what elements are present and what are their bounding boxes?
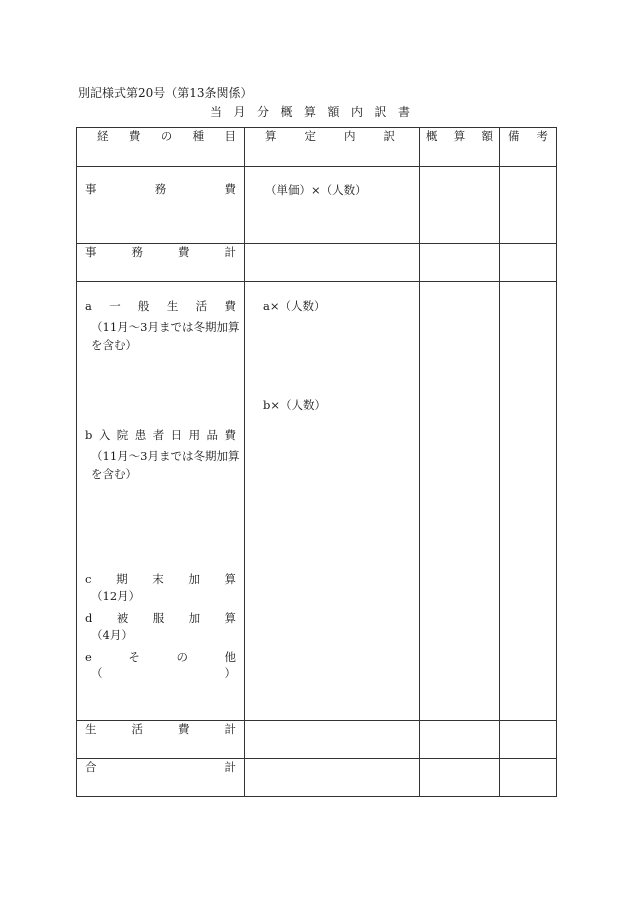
living-expense-total-label-cell (77, 721, 245, 759)
item-a-formula: a×（人数） (263, 299, 326, 313)
label-char: e (85, 650, 92, 664)
label-char: 者 (152, 428, 165, 442)
label-char: 被 (116, 611, 129, 625)
label-char: 算 (224, 572, 236, 586)
item-b-formula: b×（人数） (263, 398, 326, 412)
label-char: 事 (85, 182, 97, 196)
label-char: 費 (128, 129, 141, 143)
label-char: 務 (131, 245, 143, 259)
item-c-note: （12月） (91, 589, 141, 603)
spaced-label (77, 649, 244, 665)
label-char: 内 (344, 129, 356, 143)
header-calculation-breakdown (245, 128, 420, 167)
table-row-office-expense (77, 167, 557, 244)
label-char: 計 (224, 245, 236, 259)
item-a-note-line2: を含む） (91, 338, 137, 352)
living-expense-total-remarks-cell (500, 721, 557, 759)
label-char: 計 (224, 722, 236, 736)
label-char: 考 (536, 129, 548, 143)
label-char: 活 (195, 299, 208, 313)
label-char: 一 (109, 299, 121, 313)
label-char: 生 (166, 299, 179, 313)
spaced-label (420, 128, 499, 144)
office-expense-total-remarks-cell (500, 244, 557, 282)
item-a-general-living (77, 298, 244, 354)
label-char: 定 (304, 129, 316, 143)
office-expense-amount-cell (420, 167, 500, 244)
label-char: 計 (224, 760, 236, 774)
label-char: d (85, 611, 93, 625)
label-char: c (85, 572, 92, 586)
form-number-label: 別記様式第20号（第13条関係） (78, 86, 253, 100)
label-char: 活 (131, 722, 143, 736)
label-char: 算 (224, 611, 236, 625)
header-row (77, 128, 557, 167)
label-char: 患 (134, 428, 147, 442)
label-char: 末 (152, 572, 164, 586)
spaced-label (77, 128, 244, 144)
label-char: 費 (224, 299, 236, 313)
label-char: の (160, 129, 173, 143)
label-char: 合 (85, 760, 97, 774)
office-expense-label-cell (77, 167, 245, 244)
header-remarks (500, 128, 557, 167)
item-e-other (77, 649, 244, 681)
living-expense-items-cell (77, 282, 245, 721)
table-row-living-expense-items (77, 282, 557, 721)
label-char: 費 (224, 182, 236, 196)
label-char: 用 (188, 428, 201, 442)
spaced-label (500, 128, 556, 144)
living-expense-total-amount-cell (420, 721, 500, 759)
item-e-paren-open: （ (91, 666, 103, 680)
table-row-living-expense-total (77, 721, 557, 759)
label-char: そ (128, 650, 140, 664)
label-char: 費 (178, 722, 190, 736)
page-title: 当月分概算額内訳書 (210, 105, 422, 119)
label-char: 費 (224, 428, 236, 442)
header-expense-type (77, 128, 245, 167)
header-estimated-amount (420, 128, 500, 167)
label-char: 算 (453, 129, 466, 143)
spaced-label (77, 571, 244, 587)
label-char: 入 (98, 428, 111, 442)
label-char: の (176, 650, 188, 664)
item-e-paren-close: ） (224, 666, 236, 680)
living-expense-remarks-cell (500, 282, 557, 721)
spaced-label (77, 610, 244, 626)
office-expense-total-formula-cell (245, 244, 420, 282)
label-char: 額 (481, 129, 493, 143)
office-expense-total-amount-cell (420, 244, 500, 282)
living-expense-formula-cell (245, 282, 420, 721)
item-d-note: （4月） (91, 628, 133, 642)
item-c-term-end-addition (77, 571, 244, 605)
office-expense-remarks-cell (500, 167, 557, 244)
grand-total-formula-cell (245, 759, 420, 797)
breakdown-table (76, 127, 557, 797)
office-expense-total-label-cell (77, 244, 245, 282)
grand-total-amount-cell (420, 759, 500, 797)
item-b-note-line1: （11月～3月までは冬期加算 (91, 449, 240, 463)
spaced-label (77, 298, 244, 314)
label-char: a (85, 299, 92, 313)
spaced-label (77, 759, 244, 775)
spaced-label (245, 128, 419, 144)
label-char: 他 (224, 650, 236, 664)
label-char: 服 (152, 611, 165, 625)
label-char: 生 (85, 722, 97, 736)
label-char: 種 (192, 129, 205, 143)
living-expense-total-formula-cell (245, 721, 420, 759)
label-char: 品 (206, 428, 219, 442)
grand-total-label-cell (77, 759, 245, 797)
grand-total-remarks-cell (500, 759, 557, 797)
label-char: 訳 (383, 129, 395, 143)
spaced-label (77, 721, 244, 737)
label-char: 算 (265, 129, 277, 143)
label-char: 加 (188, 572, 200, 586)
item-b-note-line2: を含む） (91, 467, 137, 481)
spaced-label (77, 167, 244, 197)
label-char: 経 (97, 129, 109, 143)
table-row-grand-total (77, 759, 557, 797)
item-a-note-line1: （11月～3月までは冬期加算 (91, 320, 240, 334)
label-char: b (85, 428, 93, 442)
label-char: 日 (170, 428, 183, 442)
spaced-label (77, 244, 244, 260)
label-char: 費 (178, 245, 190, 259)
label-char: 事 (85, 245, 97, 259)
label-char: 概 (426, 129, 438, 143)
label-char: 般 (138, 299, 150, 313)
label-char: 目 (224, 129, 236, 143)
table-row-office-expense-total (77, 244, 557, 282)
living-expense-amount-cell (420, 282, 500, 721)
label-char: 加 (188, 611, 201, 625)
label-char: 院 (116, 428, 129, 442)
spaced-label (77, 427, 244, 443)
label-char: 期 (116, 572, 128, 586)
item-d-clothing-addition (77, 610, 244, 644)
label-char: 備 (508, 129, 520, 143)
item-b-inpatient-daily-goods (77, 427, 244, 483)
label-char: 務 (154, 182, 167, 196)
office-expense-formula-cell: （単価）×（人数） (245, 167, 420, 244)
